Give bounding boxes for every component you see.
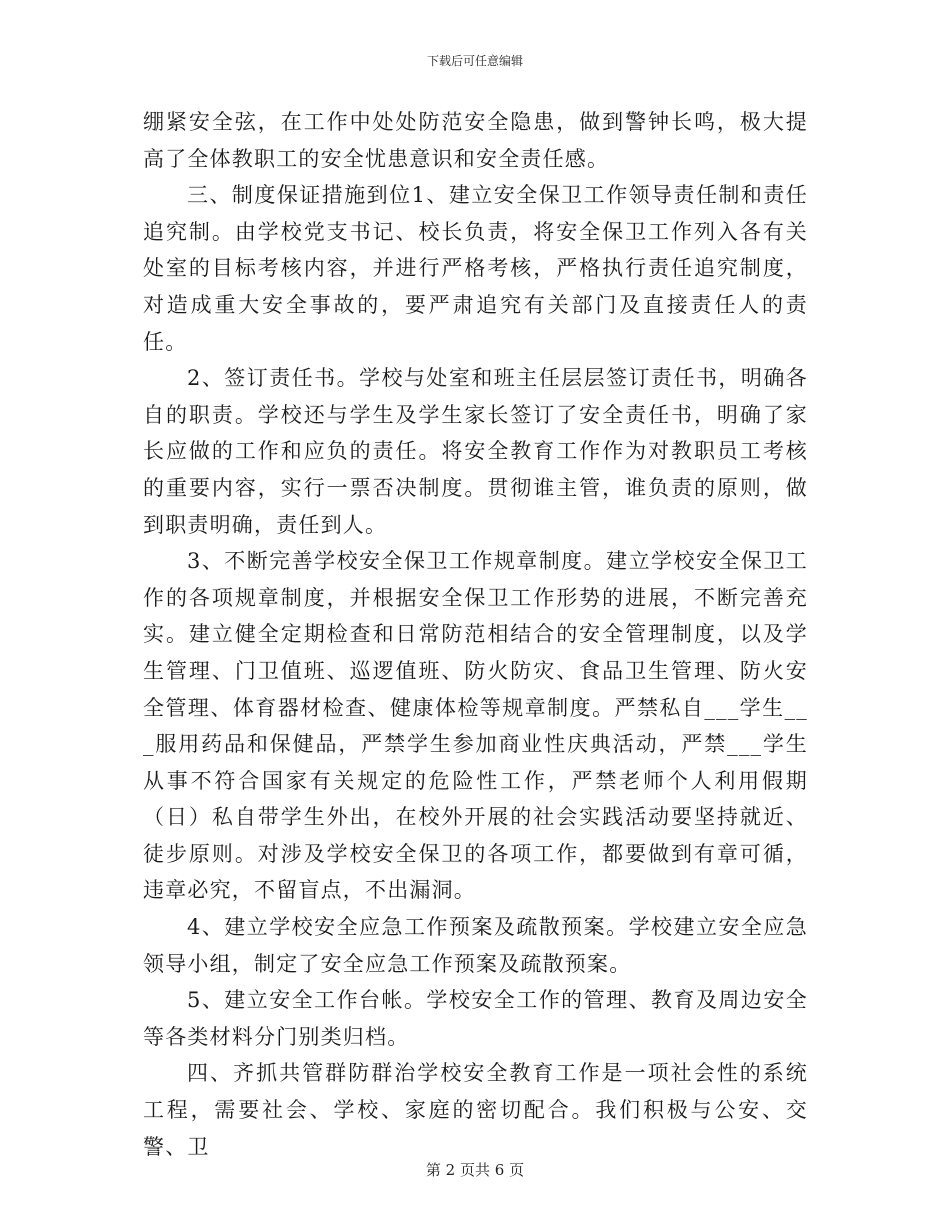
paragraph-continuation: 绷紧安全弦，在工作中处处防范安全隐患，做到警钟长鸣，极大提高了全体教职工的安全忧患意识和安全责任感。	[143, 110, 808, 171]
paragraph-item-3: 3、不断完善学校安全保卫工作规章制度。建立学校安全保卫工作的各项规章制度，并根据安全保卫工作形势的进展，不断完善充实。建立健全定期检查和日常防范相结合的安全管理制度，以及学生管理、门卫值班、巡逻值班、防火防灾、食品卫生管理、防火安全管理、体育器材检查、健康体检等规章制度。严禁私自___学生___服用药品和保健品，严禁学生参加商业性庆典活动，严禁___学生从事不符合国家有关规定的危险性工作，严禁老师个人利用假期（日）私自带学生外出，在校外开展的社会实践活动要坚持就近、徒步原则。对涉及学校安全保卫的各项工作，都要做到有章可循，违章必究，不留盲点，不出漏洞。	[143, 549, 808, 903]
paragraph-item-4: 4、建立学校安全应急工作预案及疏散预案。学校建立安全应急领导小组，制定了安全应急工作预案及疏散预案。	[143, 915, 808, 976]
paragraph-item-5: 5、建立安全工作台帐。学校安全工作的管理、教育及周边安全等各类材料分门别类归档。	[143, 988, 808, 1049]
paragraph-section-four: 四、齐抓共管群防群治学校安全教育工作是一项社会性的系统工程，需要社会、学校、家庭的密切配合。我们积极与公安、交警、卫	[143, 1061, 808, 1159]
paragraph-item-2: 2、签订责任书。学校与处室和班主任层层签订责任书，明确各自的职责。学校还与学生及学生家长签订了安全责任书，明确了家长应做的工作和应负的责任。将安全教育工作作为对教职员工考核的重要内容，实行一票否决制度。贯彻谁主管，谁负责的原则，做到职责明确，责任到人。	[143, 366, 808, 537]
page-number-footer: 第 2 页共 6 页	[425, 1161, 525, 1179]
document-body	[143, 104, 808, 1165]
page-header: 下载后可任意编辑	[426, 54, 523, 68]
paragraph-section-three: 三、制度保证措施到位1、建立安全保卫工作领导责任制和责任追究制。由学校党支书记、校长负责，将安全保卫工作列入各有关处室的目标考核内容，并进行严格考核，严格执行责任追究制度，对造成重大安全事故的，要严肃追究有关部门及直接责任人的责任。	[143, 183, 808, 354]
